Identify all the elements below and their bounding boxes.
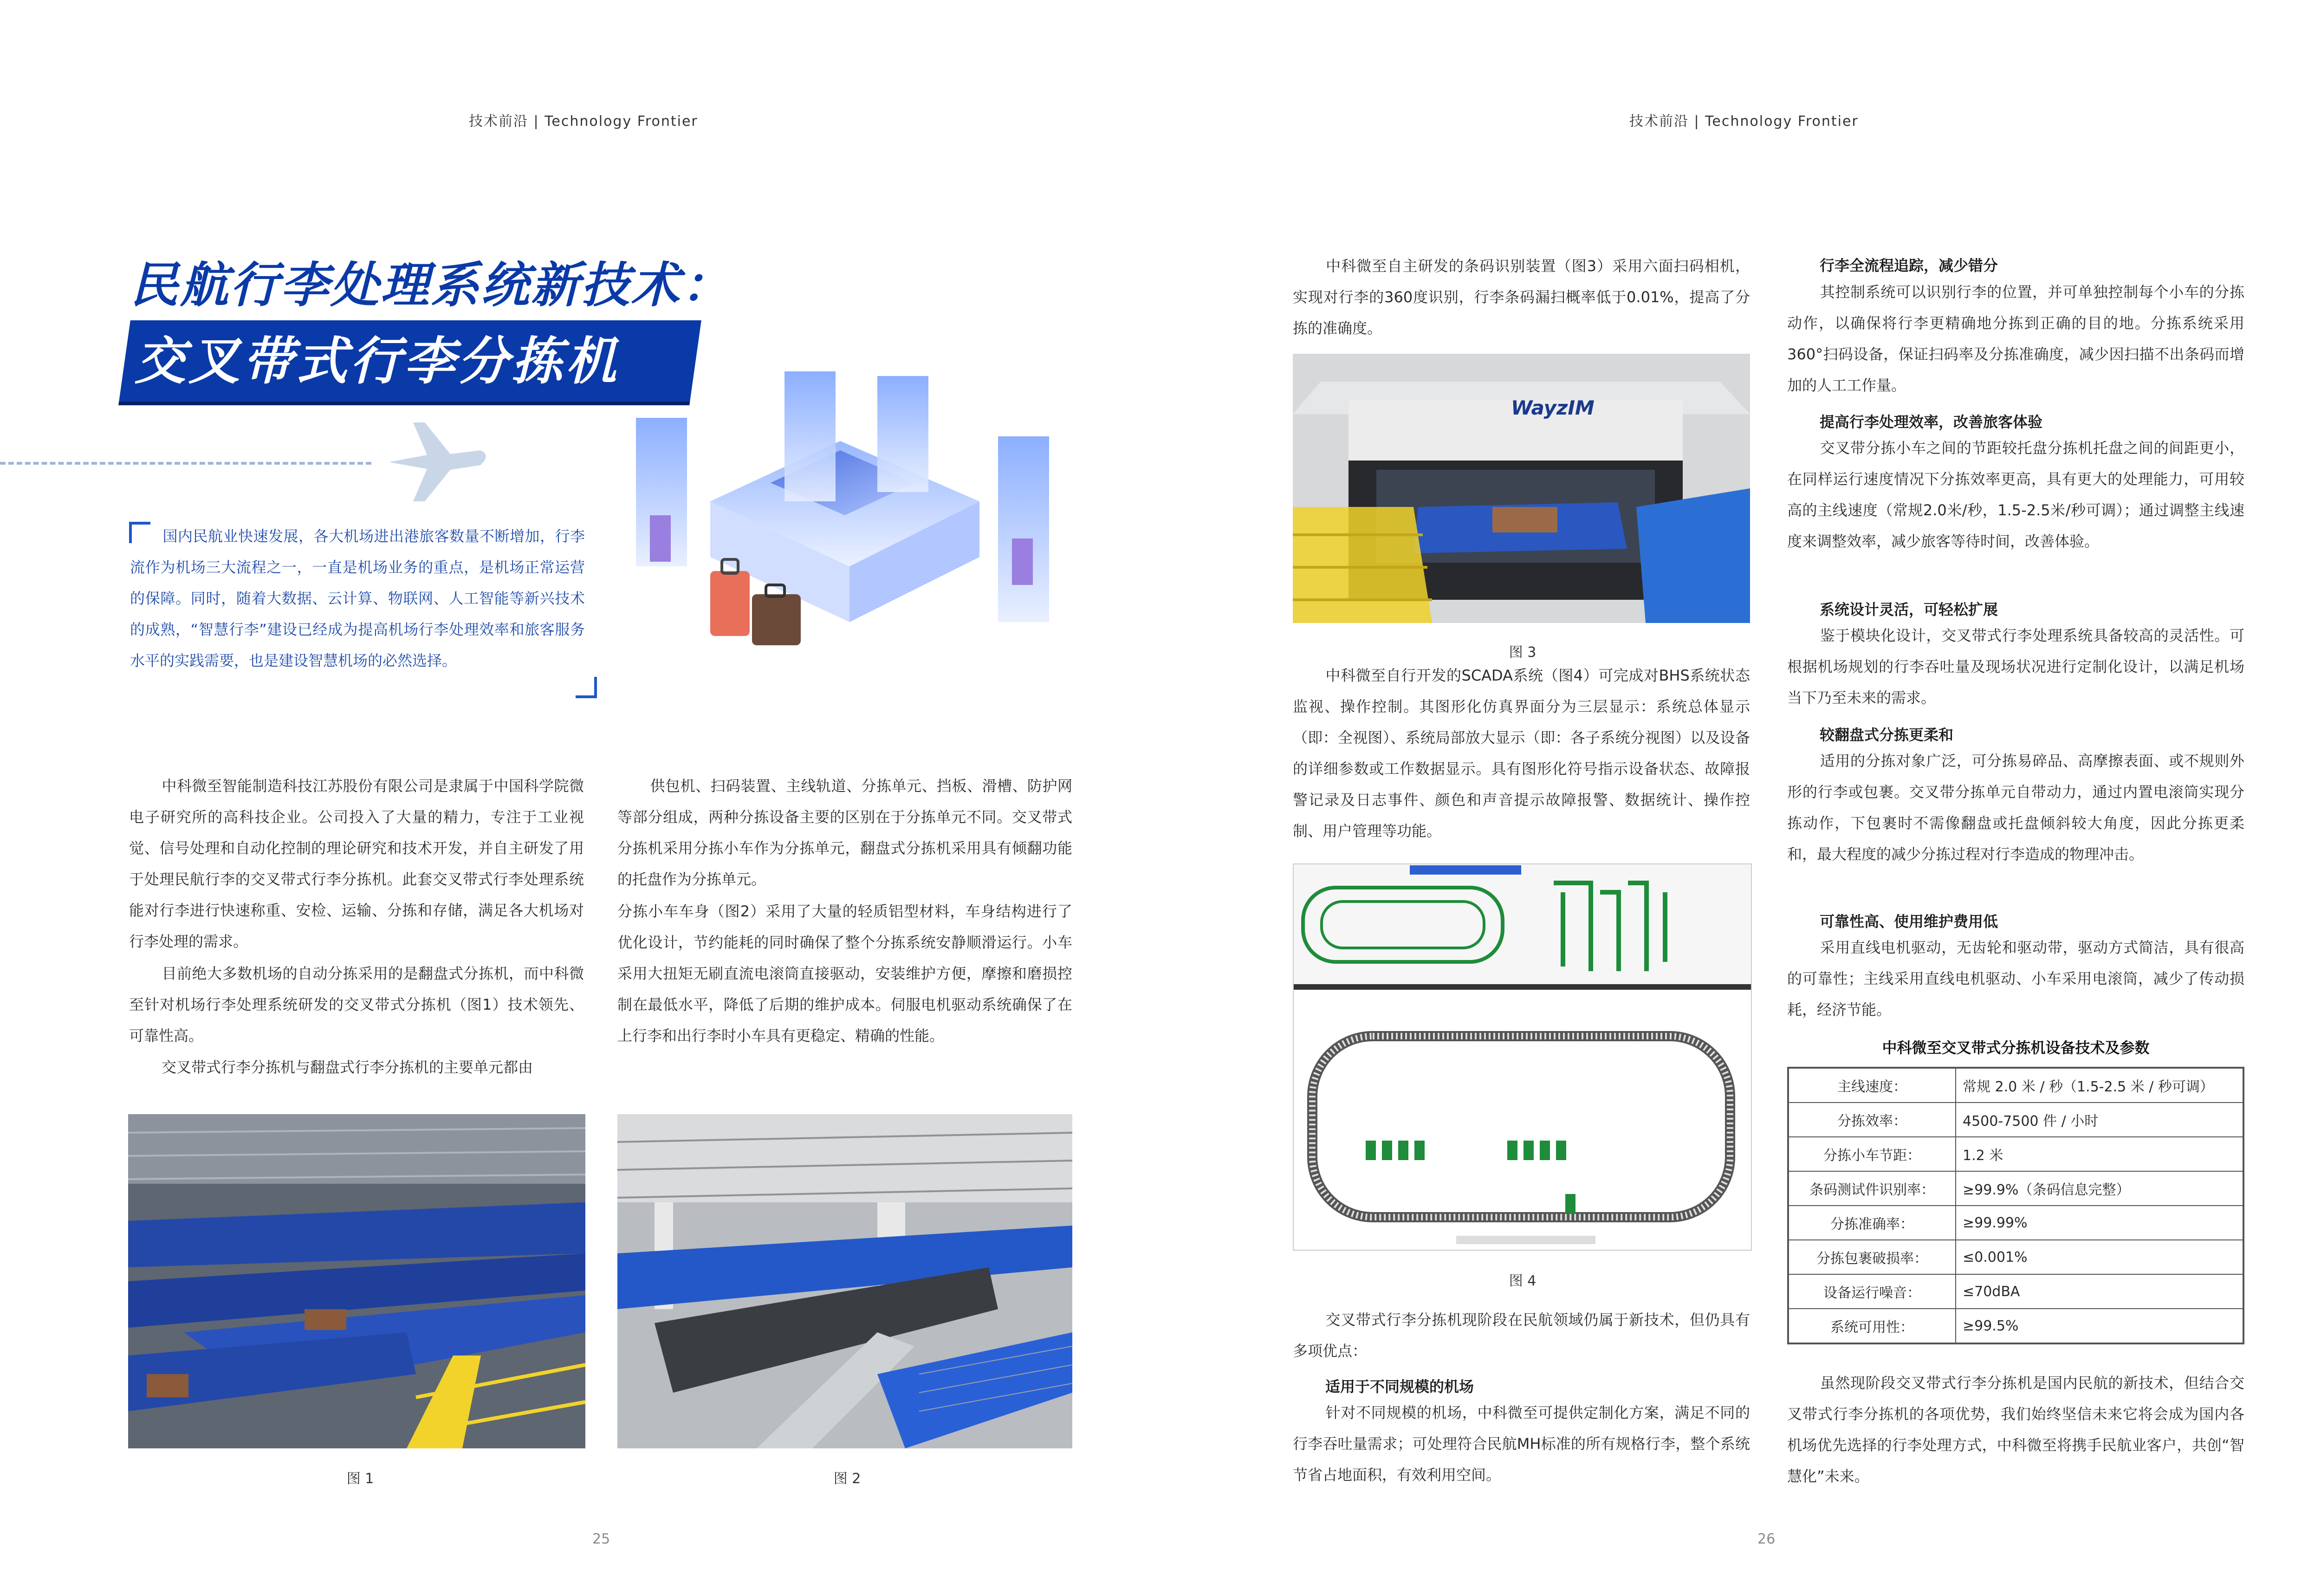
figure-2-photo: [617, 1114, 1072, 1448]
figure-1-photo: [128, 1114, 585, 1448]
table-cell-value: 1.2 米: [1956, 1137, 2243, 1171]
right-col2-heading5: 可靠性高、使用维护费用低: [1820, 913, 1998, 930]
table-cell-key: 分拣包裹破损率：: [1788, 1240, 1956, 1274]
table-row: [1788, 1171, 2243, 1206]
right-col2-heading3: 系统设计灵活，可轻松扩展: [1820, 601, 1998, 618]
left-col1-para3: 交叉带式行李分拣机与翻盘式行李分拣机的主要单元都由: [162, 1058, 533, 1076]
table-cell-value: 4500-7500 件 / 小时: [1956, 1103, 2243, 1137]
figure-1-caption: 图 1: [346, 1471, 374, 1487]
table-cell-key: 主线速度：: [1788, 1068, 1956, 1103]
right-col2-para2: 交叉带分拣小车之间的节距较托盘分拣机托盘之间的间距更小，在同样运行速度情况下分拣效率更高，具有更大的处理能力，可用较高的主线速度（常规2.0米/秒，1.5-2.5米/秒可调）；通过调整主线速度来调整效率，减少旅客等待时间，改善体验。: [1787, 439, 2244, 550]
table-cell-value: ≥99.5%: [1956, 1309, 2243, 1343]
figure-4-caption: 图 4: [1509, 1273, 1537, 1289]
right-col1-para4: 针对不同规模的机场，中科微至可提供定制化方案，满足不同的行李吞吐量需求；可处理符合民航MH标准的所有规格行李，整个系统节省占地面积，有效利用空间。: [1293, 1404, 1750, 1484]
table-cell-key: 分拣准确率：: [1788, 1206, 1956, 1240]
table-row: [1788, 1137, 2243, 1171]
table-row: [1788, 1309, 2243, 1343]
right-col2-heading4: 较翻盘式分拣更柔和: [1820, 726, 1954, 744]
figure-3-caption: 图 3: [1509, 644, 1537, 661]
intro-close-bracket: [576, 677, 597, 698]
table-row: [1788, 1068, 2243, 1103]
page-number-left: 25: [592, 1531, 610, 1547]
right-col2-para4: 适用的分拣对象广泛，可分拣易碎品、高摩擦表面、或不规则外形的行李或包裹。交叉带分拣单元自带动力，通过内置电滚筒实现分拣动作，下包裹时不需像翻盘或托盘倾斜较大角度，因此分拣更柔和，最大程度的减少分拣过程对行李造成的物理冲击。: [1787, 752, 2244, 863]
right-col2-para3: 鉴于模块化设计，交叉带式行李处理系统具备较高的灵活性。可根据机场规划的行李吞吐量及现场状况进行定制化设计，以满足机场当下乃至未来的需求。: [1787, 627, 2244, 707]
table-cell-key: 分拣效率：: [1788, 1103, 1956, 1137]
table-cell-value: ≤70dBA: [1956, 1274, 2243, 1309]
left-col1-para2: 目前绝大多数机场的自动分拣采用的是翻盘式分拣机，而中科微至针对机场行李处理系统研发的交叉带式分拣机（图1）技术领先、可靠性高。: [129, 965, 584, 1045]
table-cell-value: 常规 2.0 米 / 秒（1.5-2.5 米 / 秒可调）: [1956, 1068, 2243, 1103]
intro-paragraph: 国内民航业快速发展，各大机场进出港旅客数量不断增加，行李流作为机场三大流程之一，一直是机场业务的重点，是机场正常运营的保障。同时，随着大数据、云计算、物联网、人工智能等新兴技术的成熟，“智慧行李”建设已经成为提高机场行李处理效率和旅客服务水平的实践需要，也是建设智慧机场的必然选择。: [130, 527, 585, 669]
left-col1-para1: 中科微至智能制造科技江苏股份有限公司是隶属于中国科学院微电子研究所的高科技企业。公司投入了大量的精力，专注于工业视觉、信号处理和自动化控制的理论研究和技术开发，并自主研发了用于处理民航行李的交叉带式行李分拣机。此套交叉带式行李处理系统能对行李进行快速称重、安检、运输、分拣和存储，满足各大机场对行李处理的需求。: [129, 777, 584, 950]
right-col2-para5: 采用直线电机驱动，无齿轮和驱动带，驱动方式简洁，具有很高的可靠性；主线采用直线电机驱动、小车采用电滚筒，减少了传动损耗，经济节能。: [1787, 939, 2244, 1019]
spec-table: [1787, 1067, 2244, 1344]
right-col2-para6: 虽然现阶段交叉带式行李分拣机是国内民航的新技术，但结合交叉带式行李分拣机的各项优势，我们始终坚信未来它将会成为国内各机场优先选择的行李处理方式，中科微至将携手民航业客户，共创“智慧化”未来。: [1787, 1374, 2244, 1485]
right-col2-para1: 其控制系统可以识别行李的位置，并可单独控制每个小车的分拣动作，以确保将行李更精确地分拣到正确的目的地。分拣系统采用360°扫码设备，保证扫码率及分拣准确度，减少因扫描不出条码而增加的人工工作量。: [1787, 283, 2244, 394]
right-col1-para2: 中科微至自行开发的SCADA系统（图4）可完成对BHS系统状态监视、操作控制。其图形化仿真界面分为三层显示：系统总体显示（即：全视图）、系统局部放大显示（即：各子系统分视图）以及设备的详细参数或工作数据显示。具有图形化符号指示设备状态、故障报警记录及日志事件、颜色和声音提示故障报警、数据统计、操作控制、用户管理等功能。: [1293, 667, 1750, 840]
table-cell-key: 系统可用性：: [1788, 1309, 1956, 1343]
table-cell-value: ≥99.99%: [1956, 1206, 2243, 1240]
article-title-line1: 民航行李处理系统新技术：: [130, 257, 732, 313]
dashed-flight-line: [0, 462, 371, 465]
right-col1-heading1: 适用于不同规模的机场: [1325, 1378, 1474, 1395]
right-col1-para3: 交叉带式行李分拣机现阶段在民航领域仍属于新技术，但仍具有多项优点：: [1293, 1311, 1750, 1360]
figure-4-scada-screenshot: [1293, 863, 1752, 1251]
left-col2-para2: 分拣小车车身（图2）采用了大量的轻质铝型材料，车身结构进行了优化设计，节约能耗的同时确保了整个分拣系统安静顺滑运行。小车采用大扭矩无刷直流电滚筒直接驱动，安装维护方便，摩擦和磨损控制在最低水平，降低了后期的维护成本。伺服电机驱动系统确保了在上行李和出行李时小车具有更稳定、精确的性能。: [617, 902, 1072, 1045]
running-header-right: 技术前沿 | Technology Frontier: [1629, 113, 1859, 130]
table-row: [1788, 1103, 2243, 1137]
right-col2-heading1: 行李全流程追踪，减少错分: [1820, 257, 1998, 274]
table-row: [1788, 1240, 2243, 1274]
table-row: [1788, 1206, 2243, 1240]
right-col1-para1: 中科微至自主研发的条码识别装置（图3）采用六面扫码相机，实现对行李的360度识别，行李条码漏扫概率低于0.01%，提高了分拣的准确度。: [1293, 257, 1750, 337]
isometric-airport-illustration: [617, 362, 1082, 687]
airplane-icon: [385, 418, 492, 506]
table-cell-value: ≤0.001%: [1956, 1240, 2243, 1274]
table-row: [1788, 1274, 2243, 1309]
right-col2-heading2: 提高行李处理效率，改善旅客体验: [1820, 413, 2043, 431]
page-number-right: 26: [1757, 1531, 1776, 1547]
wayzim-logo: WayzIM: [1511, 396, 1595, 419]
table-cell-key: 设备运行噪音：: [1788, 1274, 1956, 1309]
left-col2-para1: 供包机、扫码装置、主线轨道、分拣单元、挡板、滑槽、防护网等部分组成，两种分拣设备主要的区别在于分拣单元不同。交叉带式分拣机采用分拣小车作为分拣单元，翻盘式分拣机采用具有倾翻功能的托盘作为分拣单元。: [617, 777, 1072, 888]
running-header-left: 技术前沿 | Technology Frontier: [469, 113, 698, 130]
table-cell-key: 条码测试件识别率：: [1788, 1171, 1956, 1206]
table-cell-key: 分拣小车节距：: [1788, 1137, 1956, 1171]
article-title-line2: 交叉带式行李分拣机: [135, 331, 619, 391]
figure-3-photo: [1293, 354, 1750, 623]
table-cell-value: ≥99.9%（条码信息完整）: [1956, 1171, 2243, 1206]
spec-table-title: 中科微至交叉带式分拣机设备技术及参数: [1882, 1039, 2150, 1057]
figure-2-caption: 图 2: [833, 1471, 861, 1487]
